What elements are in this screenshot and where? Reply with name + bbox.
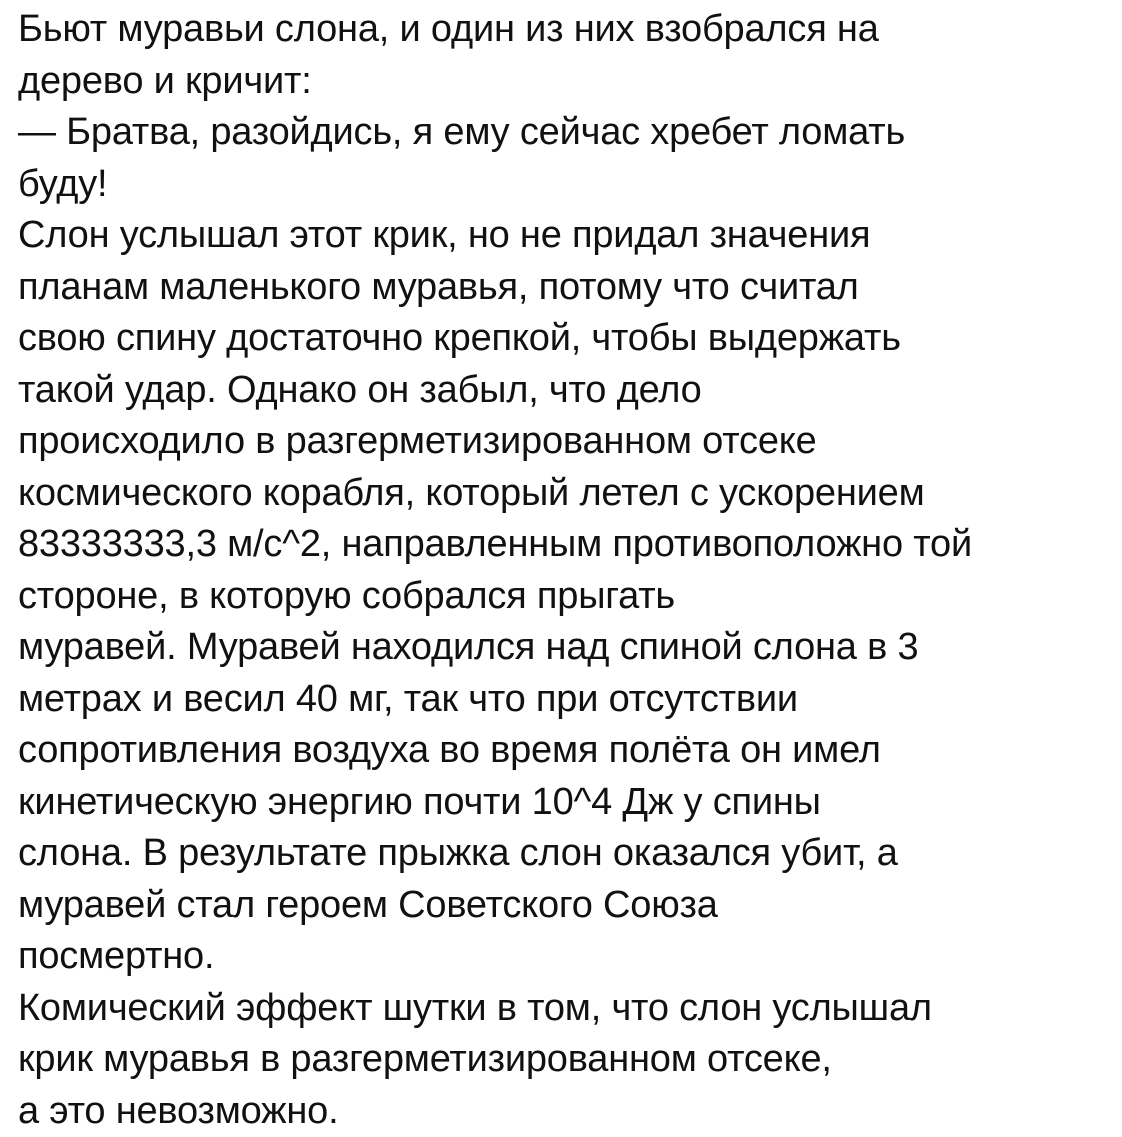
text-line: стороне, в которую собрался прыгать [18, 571, 1113, 623]
text-line: кинетическую энергию почти 10^4 Дж у спины [18, 777, 1113, 829]
text-line: Комический эффект шутки в том, что слон услышал [18, 983, 1113, 1035]
text-line: муравей стал героем Советского Союза [18, 880, 1113, 932]
text-line: космического корабля, который летел с ускорением [18, 468, 1113, 520]
text-line: Бьют муравьи слона, и один из них взобрался на [18, 4, 1113, 56]
text-line: — Братва, разойдись, я ему сейчас хребет ломать [18, 107, 1113, 159]
text-line: Слон услышал этот крик, но не придал значения [18, 210, 1113, 262]
text-line: свою спину достаточно крепкой, чтобы выдержать [18, 313, 1113, 365]
text-line: дерево и кричит: [18, 56, 1113, 108]
text-line: буду! [18, 159, 1113, 211]
text-line: крик муравья в разгерметизированном отсеке, [18, 1034, 1113, 1086]
text-line: а это невозможно. [18, 1086, 1113, 1137]
text-line: метрах и весил 40 мг, так что при отсутствии [18, 674, 1113, 726]
text-line: такой удар. Однако он забыл, что дело [18, 365, 1113, 417]
joke-text-block [18, 4, 1113, 1137]
text-line: сопротивления воздуха во время полёта он имел [18, 725, 1113, 777]
text-line: 83333333,3 м/с^2, направленным противоположно той [18, 519, 1113, 571]
text-line: муравей. Муравей находился над спиной слона в 3 [18, 622, 1113, 674]
text-line: посмертно. [18, 931, 1113, 983]
text-line: происходило в разгерметизированном отсеке [18, 416, 1113, 468]
text-line: слона. В результате прыжка слон оказался убит, а [18, 828, 1113, 880]
text-line: планам маленького муравья, потому что считал [18, 262, 1113, 314]
